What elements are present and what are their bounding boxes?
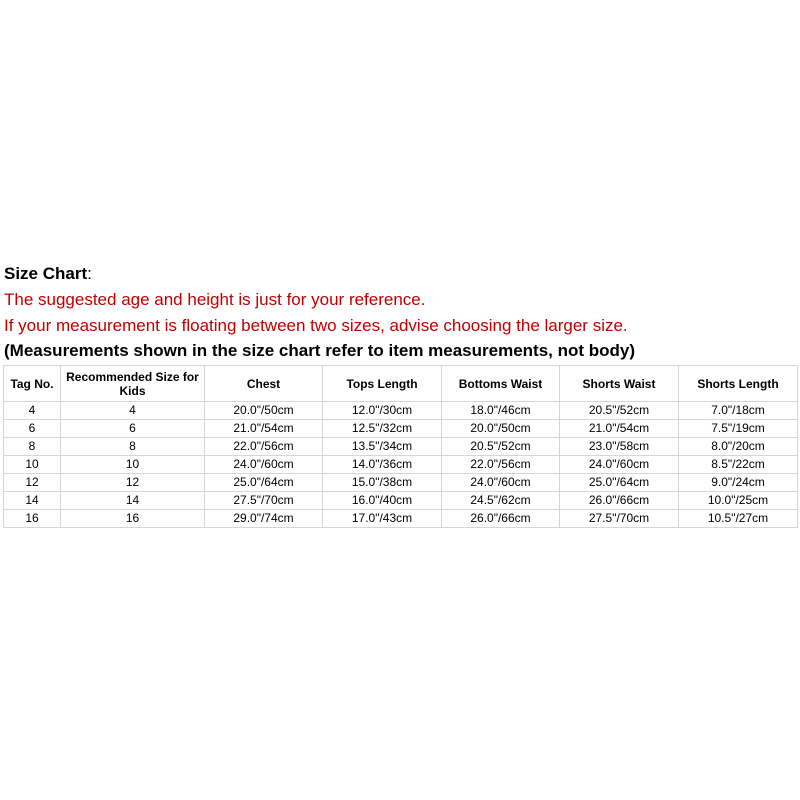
size-chart-title: Size Chart bbox=[4, 264, 88, 283]
cell-shorts-length: 7.5"/19cm bbox=[679, 420, 798, 438]
cell-shorts-waist: 27.5"/70cm bbox=[560, 510, 679, 528]
cell-shorts-length: 7.0"/18cm bbox=[679, 402, 798, 420]
cell-tag-no: 8 bbox=[4, 438, 61, 456]
cell-recommended-size: 12 bbox=[61, 474, 205, 492]
cell-recommended-size: 14 bbox=[61, 492, 205, 510]
larger-size-advice: If your measurement is floating between two sizes, advise choosing the larger size. bbox=[4, 316, 628, 335]
cell-tops-length: 12.0"/30cm bbox=[323, 402, 442, 420]
cell-recommended-size: 4 bbox=[61, 402, 205, 420]
cell-chest: 29.0"/74cm bbox=[205, 510, 323, 528]
cell-shorts-waist: 26.0"/66cm bbox=[560, 492, 679, 510]
table-row bbox=[4, 438, 798, 456]
cell-chest: 24.0"/60cm bbox=[205, 456, 323, 474]
cell-shorts-length: 8.0"/20cm bbox=[679, 438, 798, 456]
cell-shorts-waist: 25.0"/64cm bbox=[560, 474, 679, 492]
header-chest: Chest bbox=[205, 366, 323, 402]
header-shorts-waist: Shorts Waist bbox=[560, 366, 679, 402]
header-shorts-length: Shorts Length bbox=[679, 366, 798, 402]
size-chart-heading bbox=[4, 261, 798, 287]
cell-chest: 25.0"/64cm bbox=[205, 474, 323, 492]
cell-tag-no: 10 bbox=[4, 456, 61, 474]
cell-tag-no: 6 bbox=[4, 420, 61, 438]
cell-tag-no: 4 bbox=[4, 402, 61, 420]
cell-chest: 27.5"/70cm bbox=[205, 492, 323, 510]
cell-chest: 22.0"/56cm bbox=[205, 438, 323, 456]
size-table bbox=[3, 365, 798, 528]
cell-recommended-size: 10 bbox=[61, 456, 205, 474]
cell-bottoms-waist: 26.0"/66cm bbox=[442, 510, 560, 528]
measurement-disclaimer: (Measurements shown in the size chart refer to item measurements, not body) bbox=[4, 341, 636, 360]
reference-note: The suggested age and height is just for your reference. bbox=[4, 290, 426, 309]
header-recommended-size: Recommended Size for Kids bbox=[61, 366, 205, 402]
cell-chest: 20.0"/50cm bbox=[205, 402, 323, 420]
table-row bbox=[4, 402, 798, 420]
cell-tops-length: 12.5"/32cm bbox=[323, 420, 442, 438]
cell-shorts-waist: 23.0"/58cm bbox=[560, 438, 679, 456]
cell-bottoms-waist: 18.0"/46cm bbox=[442, 402, 560, 420]
table-row bbox=[4, 510, 798, 528]
cell-tag-no: 16 bbox=[4, 510, 61, 528]
cell-shorts-waist: 20.5"/52cm bbox=[560, 402, 679, 420]
cell-recommended-size: 8 bbox=[61, 438, 205, 456]
table-row bbox=[4, 456, 798, 474]
cell-bottoms-waist: 20.0"/50cm bbox=[442, 420, 560, 438]
cell-bottoms-waist: 22.0"/56cm bbox=[442, 456, 560, 474]
size-chart-title-colon: : bbox=[87, 264, 92, 283]
cell-bottoms-waist: 24.5"/62cm bbox=[442, 492, 560, 510]
cell-tops-length: 13.5"/34cm bbox=[323, 438, 442, 456]
table-row bbox=[4, 420, 798, 438]
cell-tops-length: 15.0"/38cm bbox=[323, 474, 442, 492]
cell-shorts-length: 10.5"/27cm bbox=[679, 510, 798, 528]
cell-bottoms-waist: 24.0"/60cm bbox=[442, 474, 560, 492]
cell-tops-length: 17.0"/43cm bbox=[323, 510, 442, 528]
cell-shorts-length: 9.0"/24cm bbox=[679, 474, 798, 492]
cell-chest: 21.0"/54cm bbox=[205, 420, 323, 438]
cell-shorts-waist: 24.0"/60cm bbox=[560, 456, 679, 474]
header-bottoms-waist: Bottoms Waist bbox=[442, 366, 560, 402]
cell-recommended-size: 16 bbox=[61, 510, 205, 528]
cell-shorts-length: 10.0"/25cm bbox=[679, 492, 798, 510]
cell-tag-no: 12 bbox=[4, 474, 61, 492]
table-row bbox=[4, 492, 798, 510]
cell-shorts-waist: 21.0"/54cm bbox=[560, 420, 679, 438]
size-chart-section bbox=[4, 261, 798, 528]
table-header-row bbox=[4, 366, 798, 402]
cell-tag-no: 14 bbox=[4, 492, 61, 510]
header-tops-length: Tops Length bbox=[323, 366, 442, 402]
cell-tops-length: 14.0"/36cm bbox=[323, 456, 442, 474]
cell-recommended-size: 6 bbox=[61, 420, 205, 438]
cell-bottoms-waist: 20.5"/52cm bbox=[442, 438, 560, 456]
cell-shorts-length: 8.5"/22cm bbox=[679, 456, 798, 474]
header-tag-no: Tag No. bbox=[4, 366, 61, 402]
cell-tops-length: 16.0"/40cm bbox=[323, 492, 442, 510]
table-row bbox=[4, 474, 798, 492]
